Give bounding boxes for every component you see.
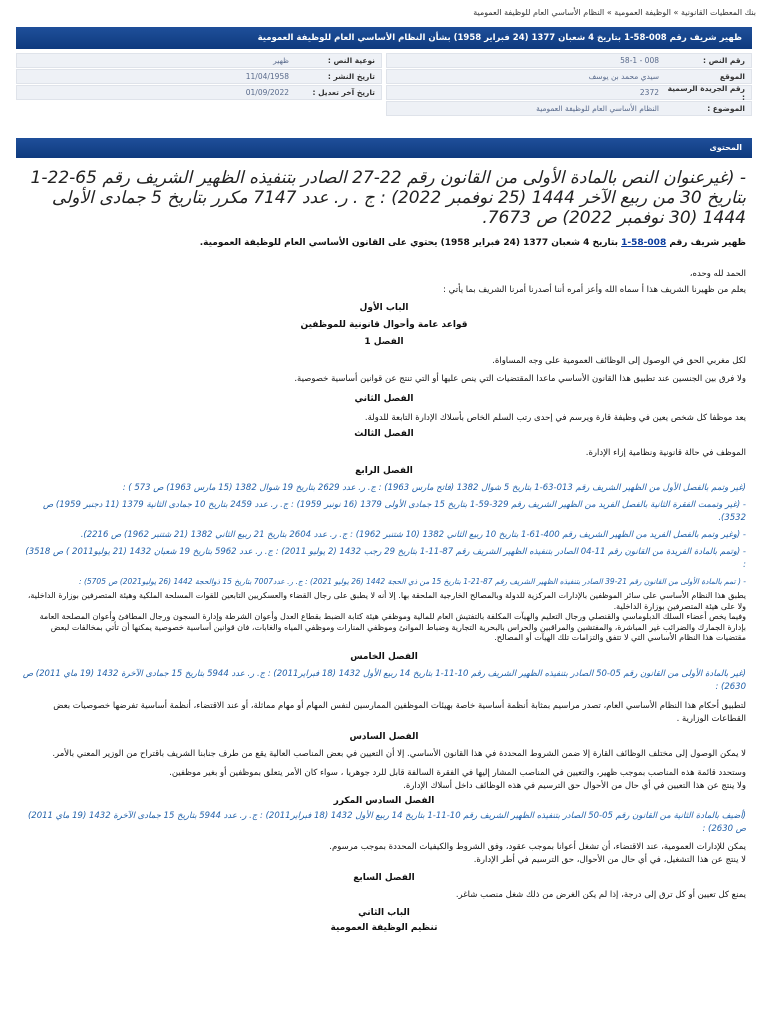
metadata-column-left [16,53,382,116]
preamble: يعلم من ظهيرنا الشريف هذا أ سماه الله وأعز أمره أننا أصدرنا أمرنا الشريف بما يأتي : [443,285,746,295]
metadata-value: 2372 [639,88,659,97]
amendment-note: - ( تمم بالمادة الأولى من القانون رقم 21-39 الصادر بتنفيذه الظهير الشريف رقم 87-21-1 بتاريخ 15 من ذي الحجة 1442 (26 يوليو 2021) : ج. ر. عدد7007 بتاريخ 15 ذوالحجة 1442 (26 يوليو2021) ص 5705) : [79,577,746,586]
dahir-suffix: بتاريخ 4 شعبان 1377 (24 فبراير 1958) يحتوي على القانون الأساسي العام للوظيفة العمومية. [199,238,622,248]
metadata-value: سيدي محمد بن يوسف [588,72,659,81]
paragraph: الموظف في حالة قانونية ونظامية إزاء الإدارة. [585,448,746,458]
metadata-value: ظهير [273,56,289,65]
amendment-note: (غير بالمادة الأولى من القانون رقم 05-50 الصادر بتنفيذه الظهير الشريف رقم 10-11-1 بتاريخ 14 ربيع الأول 1432 (18 فبراير2011) : ج. ر. عدد 5944 بتاريخ 15 جمادى الآخرة 1432 (19 ماي 2011) ص 2630) : [22,668,746,692]
metadata-row [16,85,382,100]
document-title: ظهير شريف رقم 008-58-1 بتاريخ 4 شعبان 1377 (24 فبراير 1958) بشأن النظام الأساسي العام للوظيفة العمومية [257,33,742,43]
part-heading: الباب الثاني [358,907,410,918]
amendment-note: - (وغير وتمم بالفصل الفريد من الظهير الشريف رقم 400-61-1 بتاريخ 10 ربيع الثاني 1382 (10 شتنبر 1962) : ج. ر. عدد 2604 بتاريخ 21 ربيع الثاني 1382 (21 شتنبر 1962) ص 2216). [80,530,746,540]
breadcrumb-separator: » [673,8,679,17]
breadcrumb-item-public-service[interactable]: الوظيفة العمومية [614,8,671,17]
document-content [22,168,746,933]
part-title: تنظيم الوظيفة العمومية [330,922,438,933]
breadcrumb-item-statute[interactable]: النظام الأساسي العام للوظيفة العمومية [473,8,605,17]
paragraph: يعد موظفا كل شخص يعين في وظيفة قارة ويرسم في إحدى رتب السلم الخاص بأسلاك الإدارة التابعة للدولة. [364,413,746,423]
content-section-bar [16,138,752,158]
metadata-row [16,53,382,68]
chapter-heading: الفصل السادس [349,731,419,742]
paragraph: يمكن للإدارات العمومية، عند الاقتضاء، أن تشغل أعوانا بموجب عقود، وفق الشروط والكيفيات المحددة بموجب مرسوم. لا ينتج عن هذا التشغيل، في أي حال من الأحوال، حق الترسيم في أطر الإدارة. [329,841,746,865]
part-title: قواعد عامة وأحوال قانونية للموظفين [300,320,468,330]
content-section-title: المحتوى [709,143,742,152]
metadata-value: 01/09/2022 [245,88,289,97]
chapter-heading: الفصل السادس المكرر [333,795,435,806]
metadata-row [386,53,752,68]
chapter-heading: الفصل الثاني [354,394,414,404]
part-heading: الباب الأول [359,303,409,313]
metadata-table [16,53,752,116]
paragraph: لا يمكن الوصول إلى مختلف الوظائف القارة إلا ضمن الشروط المحددة في هذا القانون الأساسي. إلا أن التعيين في بعض المناصب العالية يقع من طرف جنابنا الشريف باقتراح من الوزير المعني بالأمر. [52,748,746,759]
paragraph: وستحدد قائمة هذه المناصب بموجب ظهير، والتعيين في المناصب المشار إليها في الفقرة السالفة قابل للرد جوهريا ، سواء كان الأمر يتعلق بموظفين أو بغير موظفين. ولا ينتج عن هذا التعيين في أي حال من الأحوال حق الترسيم في هذه الوظائف داخل أسلاك الإدارة. [169,767,746,791]
metadata-label: تاريخ النشر : [327,72,375,81]
paragraph: ولا فرق بين الجنسين عند تطبيق هذا القانون الأساسي ماعدا المقتضيات التي ينص عليها أو التي تنتج عن قوانين أساسية خصوصية. [294,374,746,384]
dahir-prefix: ظهير شريف رقم [666,238,746,248]
breadcrumb [0,0,768,21]
chapter-heading: الفصل الخامس [350,651,418,662]
metadata-label: الموضوع : [707,104,745,113]
amendment-note-title: - (غيرعنوان النص بالمادة الأولى من القانون رقم 22-27 الصادر بتنفيذه الظهير الشريف رقم 65-22-1 بتاريخ 30 من ربيع الآخر 1444 (25 نوفمبر 2022) : ج . ر. عدد 7147 مكرر بتاريخ 5 جمادى الأولى 1444 (30 نوفمبر 2022) ص 7673. [30,168,746,228]
paragraph: لكل مغربي الحق في الوصول إلى الوظائف العمومية على وجه المساواة. [492,356,746,366]
amendment-note: (غير وتمم بالفصل الأول من الظهير الشريف رقم 013-63-1 بتاريخ 5 شوال 1382 (فاتح مارس 1963) : ج. ر. عدد 2629 بتاريخ 19 شوال 1382 (15 مارس 1963) ص 573 ) : [122,483,746,493]
dahir-number-link[interactable]: 008-58-1 [621,238,667,248]
chapter-heading: الفصل السابع [353,872,415,883]
amendment-note: - (وتمم بالمادة الفريدة من القانون رقم 11-04 الصادر بتنفيذه الظهير الشريف رقم 87-11-1 بتاريخ 29 رجب 1432 (2 يوليو 2011) : ج. ر. عدد 5962 بتاريخ 19 شعبان 1432 (21 يوليو2011 ) ص 3518) : [25,547,746,570]
amendment-note: (أضيف بالمادة الثانية من القانون رقم 05-50 الصادر بتنفيذه الظهير الشريف رقم 10-11-1 بتاريخ 14 ربيع الأول 1432 (18 فبراير2011) : ج. ر. عدد 5944 بتاريخ 15 جمادى الآخرة 1432 (19 ماي 2011) ص 2630) : [27,810,746,834]
metadata-label: رقم النص : [702,56,745,65]
paragraph: لتطبيق أحكام هذا النظام الأساسي العام، تصدر مراسيم بمثابة أنظمة أساسية خاصة بهيئات الموظفين الممارسين لنفس المهام أو مهام مماثلة، أو عند الاقتضاء، أنظمة أساسية تفرضها خصوصيات بعض القطاعات الوزارية . [53,700,746,724]
praise-line: الحمد لله وحده، [689,269,746,279]
metadata-label: نوعية النص : [327,56,375,65]
metadata-row [386,69,752,84]
paragraph: يمنع كل تعيين أو كل ترق إلى درجة، إذا لم يكن الغرض من ذلك شغل منصب شاغر. [455,889,746,900]
metadata-value: 11/04/1958 [245,72,289,81]
dahir-heading [22,238,746,248]
metadata-value: النظام الأساسي العام للوظيفة العمومية [536,104,659,113]
metadata-column-right [386,53,752,116]
metadata-label: رقم الجريدة الرسمية : [667,83,745,102]
paragraph: يطبق هذا النظام الأساسي على سائر الموظفين بالإدارات المركزية للدولة وبالمصالح الخارجية الملحقة بها. إلا أنه لا يطبق على رجال القضاء والعسكريين التابعين للقوات المسلحة الملكية وهيئة المتصرفين بوزارة الداخلية، ولا على هيئة المتصرفين بوزارة الداخلية. وفيما يخص أعضاء السلك الدبلوماسي والقنصلي ورجال التعليم والهيآت المكلفة بالتفتيش العام للمالية وموظفي هيئة كتابة الضبط بقطاع العدل وأعوان الشرطة وإدارة السجون ورجال المطافئ وأعوان المصلحة العامة بإدارة الجمارك والضرائب غير المباشرة، والمفتشين والمراقبين والحراس بالبحرية التجارية وضباط الموانئ وموظفي المنارات وموظفي المياه والغابات، فان قوانين أساسية خصوصية يمكنها أن تأتي بمخالفات لبعض مقتضيات هذا النظام الأساسي التي لا تتفق والتزامات تلك الهيآت أو المصالح. [27,591,746,642]
metadata-label: الموقع [719,72,745,81]
breadcrumb-separator: » [606,8,612,17]
metadata-row [386,85,752,100]
metadata-row [16,69,382,84]
chapter-heading: الفصل 1 [364,337,404,347]
metadata-row [386,101,752,116]
document-title-bar [16,27,752,49]
amendment-note: - (غير وتممت الفقرة الثانية بالفصل الفريد من الظهير الشريف رقم 329-59-1 بتاريخ 15 جمادى الأولى 1379 (16 نونبر 1959) : ج. ر. عدد 2459 بتاريخ 10 جمادى الثانية 1379 (11 دجنبر 1959) ص 3532). [42,500,746,523]
chapter-heading: الفصل الثالث [354,429,414,439]
chapter-heading: الفصل الرابع [355,466,413,476]
metadata-value: 008 - 58-1 [620,56,659,65]
metadata-label: تاريخ آخر تعديل : [312,88,375,97]
breadcrumb-item-databank[interactable]: بنك المعطيات القانونية [681,8,756,17]
